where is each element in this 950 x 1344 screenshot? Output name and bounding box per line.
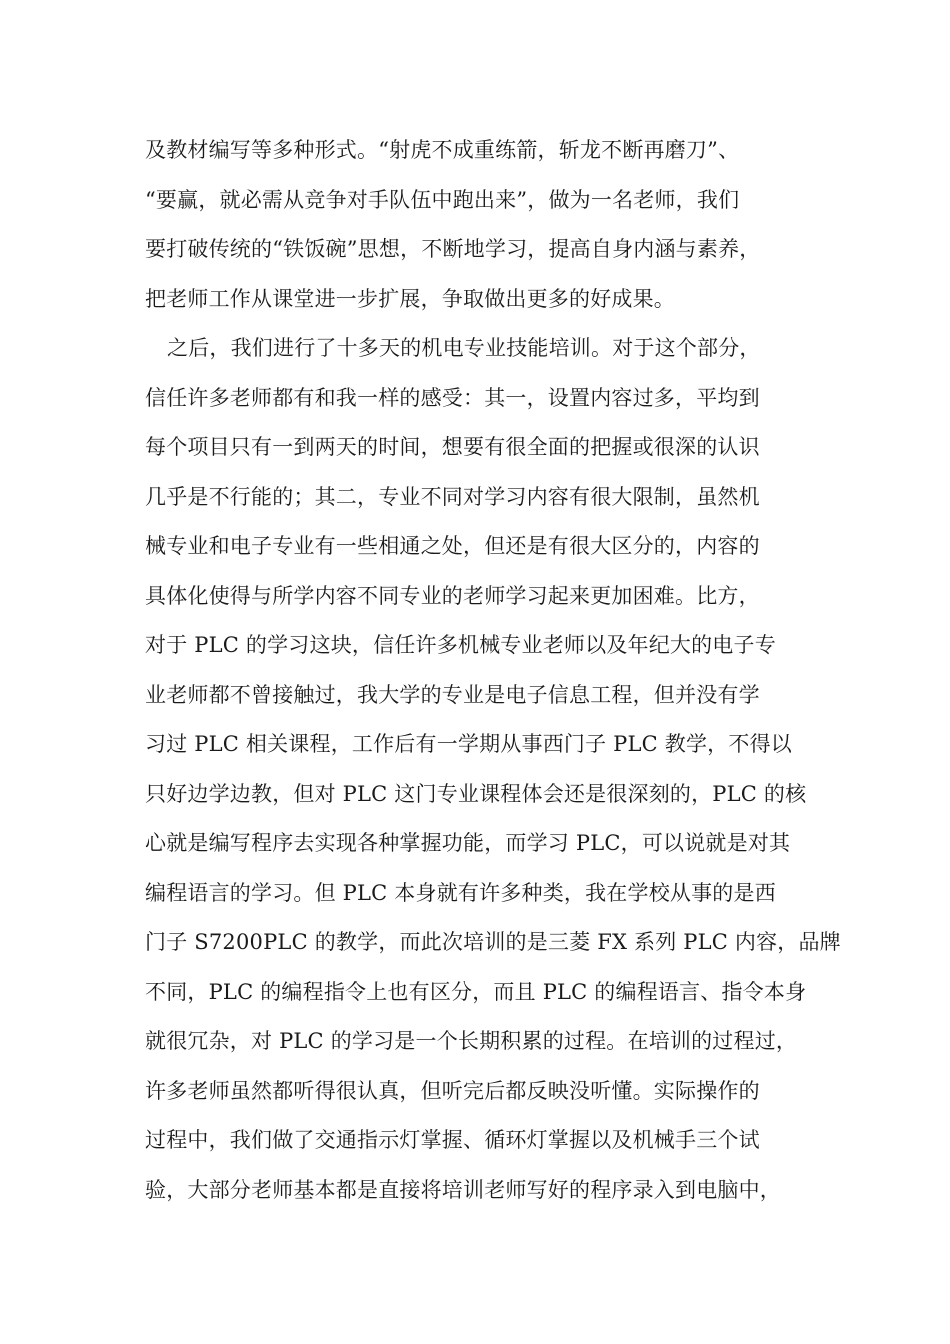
text-line: 信任许多老师都有和我一样的感受：其一，设置内容过多，平均到	[145, 385, 760, 410]
text-line: 心就是编写程序去实现各种掌握功能，而学习 PLC，可以说就是对其	[145, 831, 791, 855]
text-line: 习过 PLC 相关课程，工作后有一学期从事西门子 PLC 教学，不得以	[145, 732, 792, 756]
text-line: 许多老师虽然都听得很认真，但听完后都反映没听懂。实际操作的	[145, 1078, 760, 1103]
text-line: 要打破传统的“铁饭碗”思想，不断地学习，提高自身内涵与素养，	[145, 237, 761, 261]
text-line: 门子 S7200PLC 的教学，而此次培训的是三菱 FX 系列 PLC 内容，品牌	[145, 930, 841, 954]
text-line: “要赢，就必需从竞争对手队伍中跑出来”，做为一名老师，我们	[145, 187, 740, 212]
text-line: 具体化使得与所学内容不同专业的老师学习起来更加困难。比方，	[145, 583, 760, 608]
text-line: 验，大部分老师基本都是直接将培训老师写好的程序录入到电脑中，	[145, 1177, 781, 1202]
body-text	[145, 126, 845, 1215]
text-line: 把老师工作从课堂进一步扩展，争取做出更多的好成果。	[145, 286, 675, 311]
text-line: 就很冗杂，对 PLC 的学习是一个长期积累的过程。在培训的过程过，	[145, 1029, 798, 1053]
text-line: 每个项目只有一到两天的时间，想要有很全面的把握或很深的认识	[145, 435, 760, 459]
text-line: 对于 PLC 的学习这块，信任许多机械专业老师以及年纪大的电子专	[145, 633, 776, 657]
text-line: 只好边学边教，但对 PLC 这门专业课程体会还是很深刻的，PLC 的核	[145, 781, 807, 806]
text-line: 械专业和电子专业有一些相通之处，但还是有很大区分的，内容的	[145, 534, 760, 558]
text-line: 不同，PLC 的编程指令上也有区分，而且 PLC 的编程语言、指令本身	[145, 979, 807, 1004]
paragraph-first-line: 之后，我们进行了十多天的机电专业技能培训。对于这个部分，	[167, 336, 761, 360]
text-line: 业老师都不曾接触过，我大学的专业是电子信息工程，但并没有学	[145, 682, 760, 707]
text-line: 编程语言的学习。但 PLC 本身就有许多种类，我在学校从事的是西	[145, 880, 776, 905]
text-line: 过程中，我们做了交通指示灯掌握、循环灯掌握以及机械手三个试	[145, 1128, 760, 1152]
text-line: 几乎是不行能的；其二，专业不同对学习内容有很大限制，虽然机	[145, 484, 760, 509]
text-line: 及教材编写等多种形式。“射虎不成重练箭，斩龙不断再磨刀”、	[145, 138, 740, 162]
